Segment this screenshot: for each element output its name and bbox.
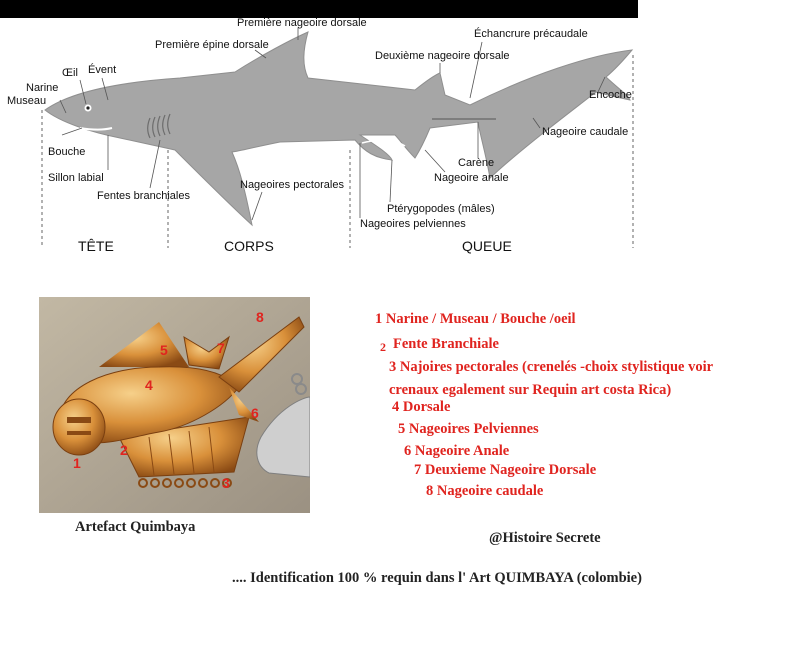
section-tail: QUEUE bbox=[462, 238, 512, 254]
artefact-marker-4: 4 bbox=[145, 377, 153, 393]
label-notch: Encoche bbox=[589, 89, 632, 101]
artefact-marker-7: 7 bbox=[217, 340, 225, 356]
label-pelvic-fins: Nageoires pelviennes bbox=[360, 218, 466, 230]
label-nostril: Narine bbox=[26, 82, 59, 94]
label-precaudal-pit: Échancrure précaudale bbox=[474, 28, 588, 40]
artefact-marker-5: 5 bbox=[160, 342, 168, 358]
note-8: 8 Nageoire caudale bbox=[426, 483, 544, 499]
label-first-dorsal-spine: Première épine dorsale bbox=[155, 39, 269, 51]
note-3-line2: crenaux egalement sur Requin art costa Rica) bbox=[389, 382, 672, 398]
note-2-text: Fente Branchiale bbox=[393, 336, 499, 352]
label-spiracle: Évent bbox=[88, 64, 117, 76]
note-6: 6 Nageoire Anale bbox=[404, 443, 510, 459]
note-2-number: 2 bbox=[380, 340, 386, 354]
credit-text: @Histoire Secrete bbox=[489, 530, 601, 546]
label-mouth: Bouche bbox=[48, 146, 86, 158]
artefact-marker-1: 1 bbox=[73, 455, 81, 471]
note-1: 1 Narine / Museau / Bouche /oeil bbox=[375, 311, 576, 327]
artefact-marker-3: 3 bbox=[222, 475, 230, 491]
section-body: CORPS bbox=[224, 238, 274, 254]
shark-anatomy-diagram bbox=[0, 0, 638, 268]
label-eye: Œil bbox=[62, 67, 78, 79]
conclusion-text: .... Identification 100 % requin dans l' Art QUIMBAYA (colombie) bbox=[232, 570, 642, 586]
label-caudal-fin: Nageoire caudale bbox=[542, 126, 629, 138]
quimbaya-artefact-photo bbox=[39, 297, 310, 513]
label-snout: Museau bbox=[7, 95, 47, 107]
label-gill-slits: Fentes branchiales bbox=[97, 190, 190, 202]
artefact-marker-6: 6 bbox=[251, 405, 259, 421]
top-black-bar bbox=[0, 0, 638, 18]
note-4: 4 Dorsale bbox=[392, 399, 451, 415]
artefact-caption: Artefact Quimbaya bbox=[75, 519, 196, 535]
label-keel: Carène bbox=[458, 157, 495, 169]
artefact-marker-2: 2 bbox=[120, 442, 128, 458]
note-5: 5 Nageoires Pelviennes bbox=[398, 421, 539, 437]
label-pectoral-fins: Nageoires pectorales bbox=[240, 179, 344, 191]
label-anal-fin: Nageoire anale bbox=[434, 172, 509, 184]
note-3-line1: 3 Najoires pectorales (crenelés -choix stylistique voir bbox=[389, 359, 714, 375]
label-second-dorsal-fin: Deuxième nageoire dorsale bbox=[375, 50, 510, 62]
note-7: 7 Deuxieme Nageoire Dorsale bbox=[414, 462, 597, 478]
label-first-dorsal-fin: Première nageoire dorsale bbox=[237, 17, 367, 29]
label-claspers: Ptérygopodes (mâles) bbox=[387, 203, 495, 215]
artefact-marker-8: 8 bbox=[256, 309, 264, 325]
section-head: TÊTE bbox=[78, 238, 114, 254]
label-labial-furrow: Sillon labial bbox=[48, 172, 104, 184]
